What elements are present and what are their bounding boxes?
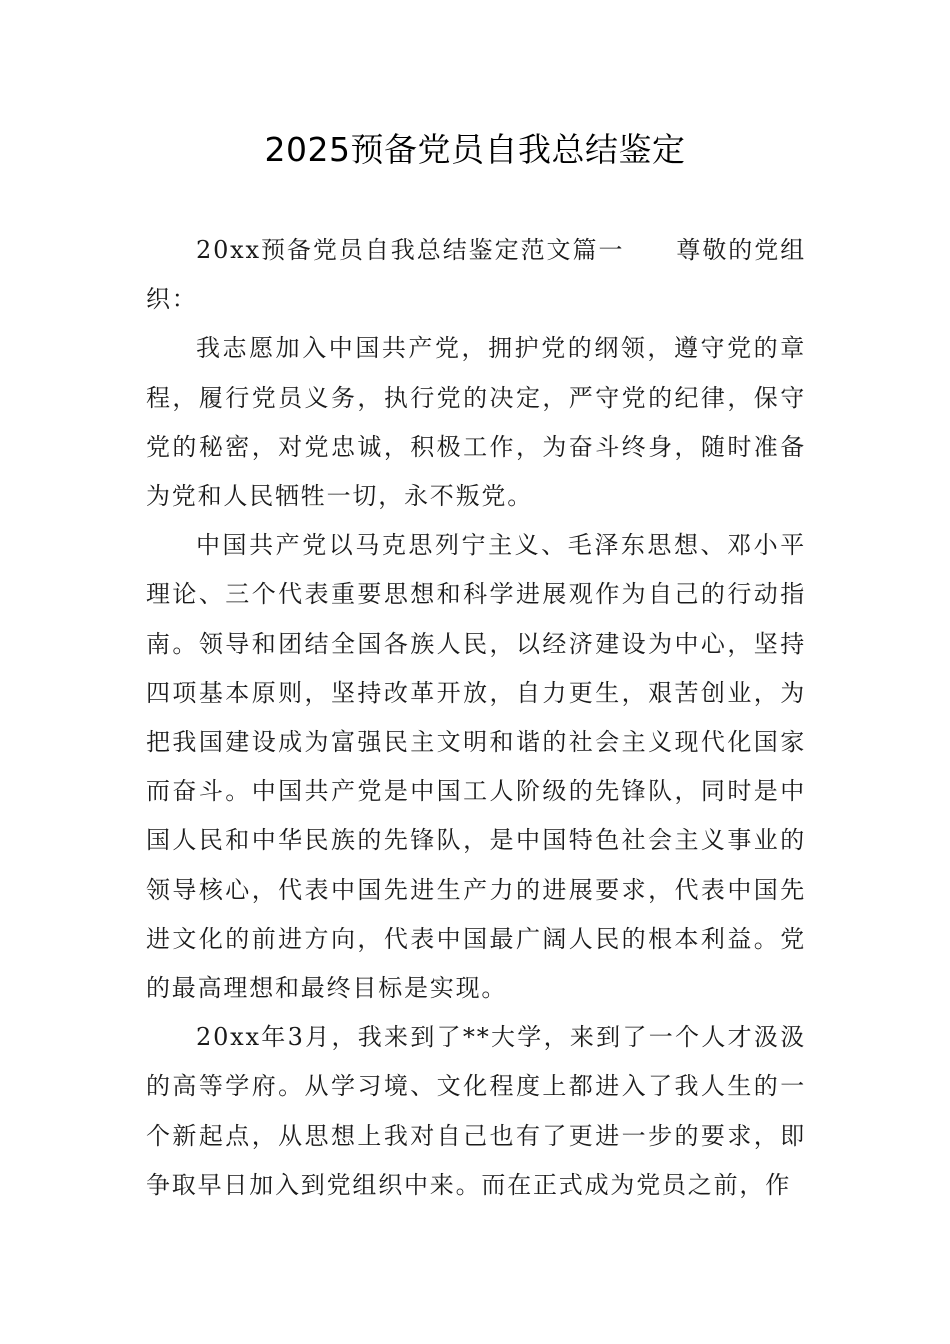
paragraph-3: 中国共产党以马克思列宁主义、毛泽东思想、邓小平理论、三个代表重要思想和科学进展观作为自己的行动指南。领导和团结全国各族人民，以经济建设为中心，坚持四项基本原则，坚持改革开放，自力更生，艰苦创业，为把我国建设成为富强民主文明和谐的社会主义现代化国家而奋斗。中国共产党是中国工人阶级的先锋队，同时是中国人民和中华民族的先锋队，是中国特色社会主义事业的领导核心，代表中国先进生产力的进展要求，代表中国先进文化的前进方向，代表中国最广阔人民的根本利益。党的最高理想和最终目标是实现。 <box>146 531 806 1003</box>
paragraph-4: 20xx年3月，我来到了**大学，来到了一个人才汲汲的高等学府。从学习境、文化程度上都进入了我人生的一个新起点，从思想上我对自己也有了更进一步的要求，即争取早日加入到党组织中来。而在正式成为党员之前，作 <box>146 1023 806 1199</box>
paragraph-1: 20xx预备党员自我总结鉴定范文篇一 尊敬的党组织： <box>146 236 806 314</box>
document-body <box>146 226 806 1210</box>
paragraph-2: 我志愿加入中国共产党，拥护党的纲领，遵守党的章程，履行党员义务，执行党的决定，严守党的纪律，保守党的秘密，对党忠诚，积极工作，为奋斗终身，随时准备为党和人民牺牲一切，永不叛党。 <box>146 334 806 511</box>
document-title: 2025预备党员自我总结鉴定 <box>264 130 686 169</box>
